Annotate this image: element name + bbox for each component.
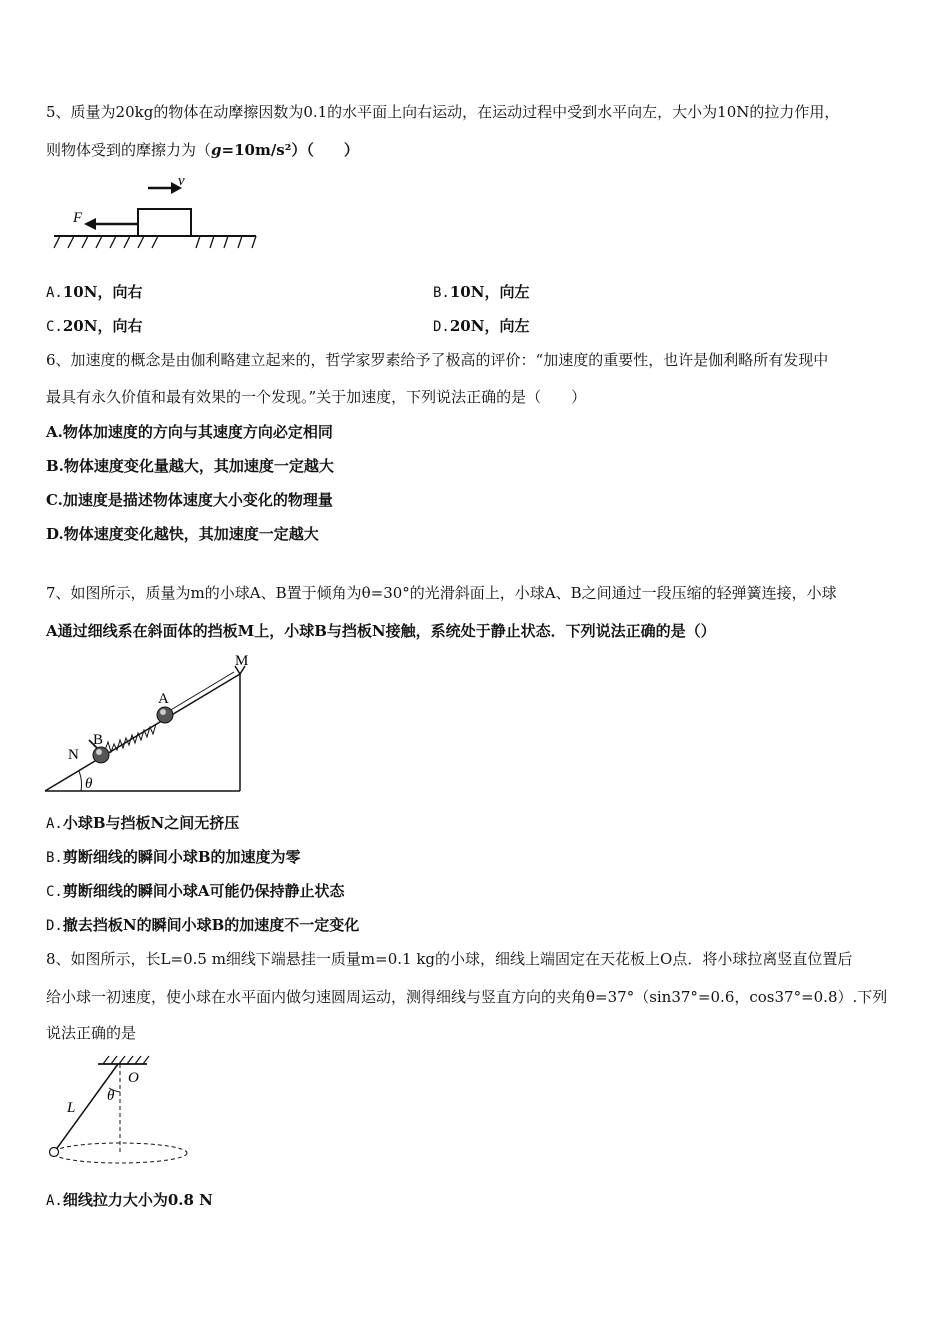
q6-stem-line1: 6、加速度的概念是由伽利略建立起来的，哲学家罗素给予了极高的评价：“加速度的重要性，也许是伽利略所有发现中	[46, 351, 829, 369]
q7-fig-label-theta: θ	[85, 776, 93, 792]
q8-fig-label-theta: θ	[107, 1088, 115, 1104]
q6-option-d: D.物体速度变化越快，其加速度一定越大	[46, 525, 319, 543]
q5-option-d: D.20N，向左	[433, 317, 530, 335]
q5-option-c: C.20N，向右	[46, 317, 143, 335]
q8-fig-label-O: O	[128, 1070, 139, 1086]
q7-option-b: B.剪断细线的瞬间小球B的加速度为零	[46, 848, 301, 866]
q7-option-a: A.小球B与挡板N之间无挤压	[46, 814, 240, 832]
q6-option-b: B.物体速度变化量越大，其加速度一定越大	[46, 457, 334, 475]
q5-stem-line2-b: =10m/s²）（ ）	[221, 141, 359, 159]
q8-stem-line2: 给小球一初速度，使小球在水平面内做匀速圆周运动，测得细线与竖直方向的夹角θ=37°（sin37°=0.6，cos37°=0.8）.下列	[46, 988, 888, 1006]
q5-fig-label-F: F	[73, 210, 83, 226]
q5-stem-line1: 5、质量为20kg的物体在动摩擦因数为0.1的水平面上向右运动，在运动过程中受到水平向左，大小为10N的拉力作用，	[46, 103, 840, 121]
q7-fig-label-B: B	[93, 732, 104, 748]
q8-stem-line3: 说法正确的是	[46, 1024, 137, 1042]
q5-option-b: B.10N，向左	[433, 283, 530, 301]
q5-stem-line2	[46, 140, 359, 160]
q7-fig-label-M: M	[235, 653, 249, 669]
q8-stem-line1: 8、如图所示，长L=0.5 m细线下端悬挂一质量m=0.1 kg的小球，细线上端固定在天花板上O点．将小球拉离竖直位置后	[46, 950, 853, 968]
q8-option-a: A.细线拉力大小为0.8 N	[46, 1191, 213, 1209]
q7-stem-line1: 7、如图所示，质量为m的小球A、B置于倾角为θ=30°的光滑斜面上，小球A、B之间通过一段压缩的轻弹簧连接，小球	[46, 584, 837, 602]
q6-stem-line2: 最具有永久价值和最有效果的一个发现。”关于加速度，下列说法正确的是（ ）	[46, 388, 587, 406]
q5-stem-g: g	[211, 141, 222, 159]
q5-stem-line2-a: 则物体受到的摩擦力为（	[46, 141, 212, 159]
q7-fig-label-N: N	[68, 747, 79, 763]
q5-figure-block-on-floor	[50, 170, 265, 255]
q7-fig-label-A: A	[158, 691, 169, 707]
q7-option-d: D.撤去挡板N的瞬间小球B的加速度不一定变化	[46, 916, 360, 934]
q6-option-c: C.加速度是描述物体速度大小变化的物理量	[46, 491, 333, 509]
q7-figure-incline-spring	[45, 650, 260, 795]
q8-figure-conical-pendulum	[45, 1050, 195, 1170]
q7-option-c: C.剪断细线的瞬间小球A可能仍保持静止状态	[46, 882, 345, 900]
q5-option-a: A.10N，向右	[46, 283, 143, 301]
q7-stem-line2: A通过细线系在斜面体的挡板M上，小球B与挡板N接触，系统处于静止状态．下列说法正确的是（）	[46, 622, 716, 640]
q8-fig-label-L: L	[67, 1100, 76, 1116]
q5-fig-label-v: v	[178, 173, 185, 189]
q6-option-a: A.物体加速度的方向与其速度方向必定相同	[46, 423, 333, 441]
